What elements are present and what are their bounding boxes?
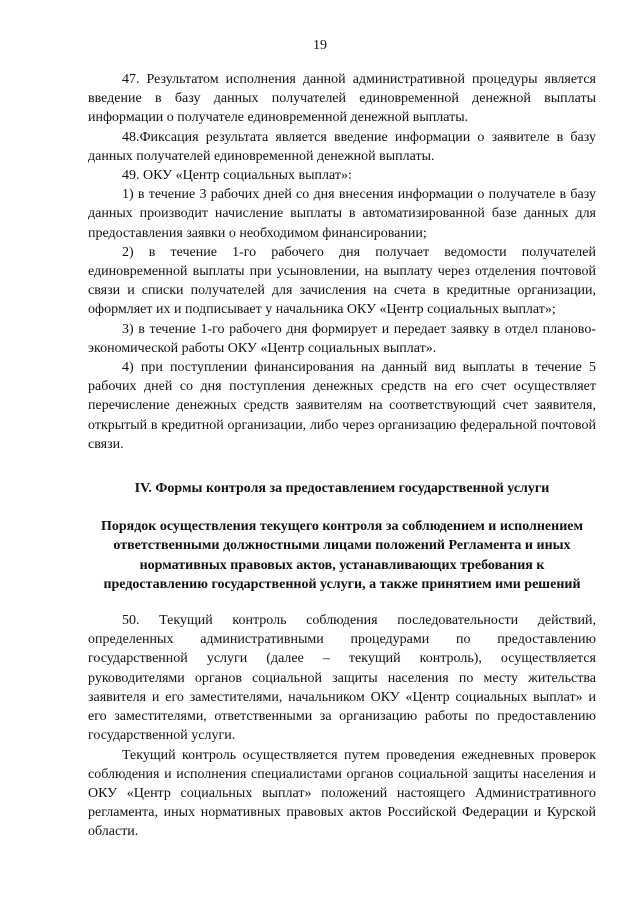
paragraph-50: 50. Текущий контроль соблюдения последовательности действий, определенных административными процедурами по предоставлению государственной услуги (далее – текущий контроль), осуществляется руководителями органов социальной защиты населения по месту жительства заявителя и его заместителями, начальником ОКУ «Центр социальных выплат» и его заместителями, ответственными за организацию работы по предоставлению государственной услуги.: [88, 613, 596, 744]
subsection-heading: Порядок осуществления текущего контроля за соблюдением и исполнением ответственными должностными лицами положений Регламента и иных нормативных правовых актов, устанавливающих требования к предоставлению государственной услуги, а также принятием ими решений: [100, 519, 584, 592]
paragraph-49-item-2: 2) в течение 1-го рабочего дня получает ведомости получателей единовременной выплаты при усыновлении, на выплату через отделения почтовой связи и списки получателей для зачисления на счета в кредитные организации, оформляет их и подписывает у начальника ОКУ «Центр социальных выплат»;: [88, 244, 596, 318]
page-number: 19: [313, 38, 327, 53]
spacer: [88, 594, 596, 611]
paragraph-48: 48.Фиксация результата является введение информации о заявителе в базу данных получателей единовременной денежной выплаты.: [88, 129, 596, 164]
paragraph-49: 49. ОКУ «Центр социальных выплат»:: [122, 168, 352, 184]
document-body: [88, 70, 596, 842]
paragraph-49-item-4: 4) при поступлении финансирования на данный вид выплаты в течение 5 рабочих дней со дня поступления денежных средств на его счет осуществляет перечисление денежных средств заявителям на соответствующий счет заявителя, открытый в кредитной организации, либо через организацию федеральной почтовой связи.: [88, 360, 596, 452]
section-heading: IV. Формы контроля за предоставлением государственной услуги: [134, 481, 550, 497]
paragraph-50-continued: Текущий контроль осуществляется путем проведения ежедневных проверок соблюдения и исполнения специалистами органов социальной защиты населения и ОКУ «Центр социальных выплат» положений настоящего Административного регламента, иных нормативных правовых актов Российской Федерации и Курской области.: [88, 747, 596, 840]
paragraph-47: 47. Результатом исполнения данной административной процедуры является введение в базу данных получателей единовременной денежной выплаты информации о получателе единовременной денежной выплаты.: [88, 72, 596, 126]
paragraph-49-item-1: 1) в течение 3 рабочих дней со дня внесения информации о получателе в базу данных производит начисление выплаты в автоматизированной базе данных для предоставления заявки о необходимом финансировании;: [88, 187, 596, 241]
paragraph-49-item-3: 3) в течение 1-го рабочего дня формирует и передает заявку в отдел планово-экономической работы ОКУ «Центр социальных выплат».: [88, 321, 596, 356]
